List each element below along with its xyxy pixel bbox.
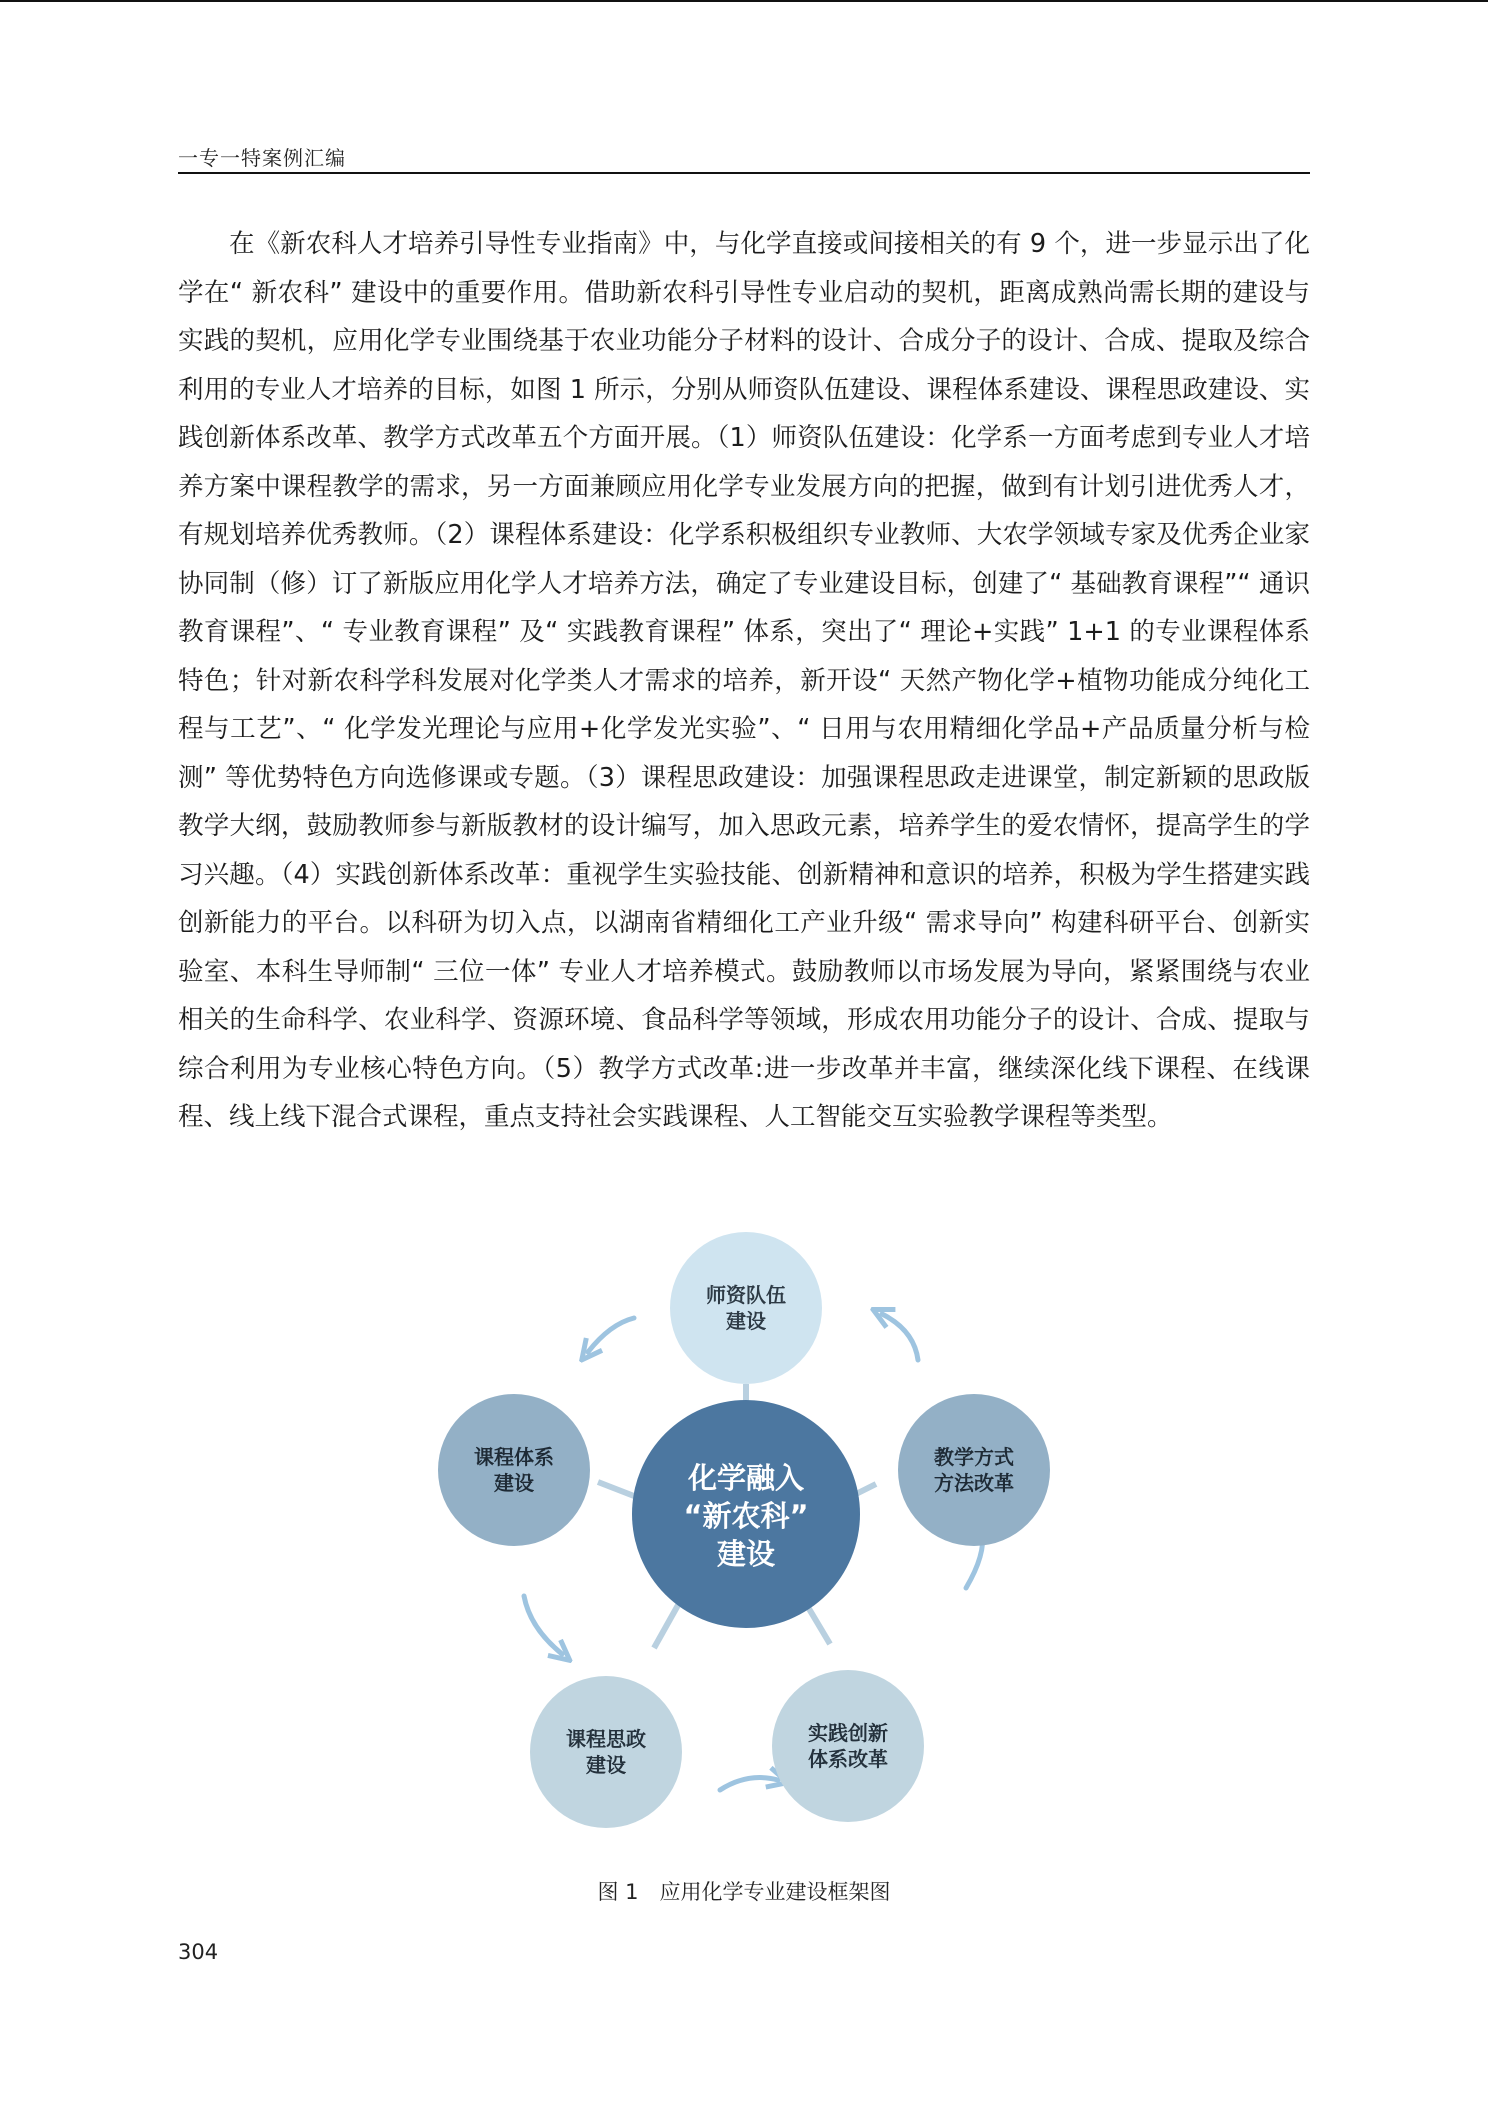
arrow-left <box>524 1596 562 1654</box>
node-teaching-method-reform <box>898 1394 1050 1546</box>
connector-bottom-left <box>654 1598 682 1648</box>
arrow-bottom <box>720 1778 778 1790</box>
node-curriculum-system-line2: 建设 <box>494 1471 534 1495</box>
node-practice-innovation-reform <box>772 1670 924 1822</box>
top-border-rule <box>0 0 1488 2</box>
header-rule <box>178 172 1310 174</box>
framework-diagram <box>430 1232 1070 1832</box>
framework-diagram-svg <box>430 1232 1070 1832</box>
arrow-top-right <box>882 1314 918 1360</box>
node-faculty-team-line2: 建设 <box>726 1309 766 1333</box>
figure-caption: 图 1 应用化学专业建设框架图 <box>597 1880 891 1904</box>
connector-left <box>598 1482 634 1496</box>
node-course-ideology <box>530 1676 682 1828</box>
node-faculty-team-line1: 师资队伍 <box>706 1283 786 1307</box>
arrow-top-left <box>588 1318 634 1352</box>
running-header: 一专一特案例汇编 <box>178 146 346 170</box>
center-node <box>632 1400 860 1628</box>
node-practice-innovation-reform-line1: 实践创新 <box>808 1721 888 1745</box>
page-number: 304 <box>178 1940 219 1964</box>
node-curriculum-system-line1: 课程体系 <box>474 1445 554 1469</box>
node-teaching-method-reform-line1: 教学方式 <box>934 1445 1014 1469</box>
node-curriculum-system <box>438 1394 590 1546</box>
node-faculty-team <box>670 1232 822 1384</box>
node-practice-innovation-reform-line2: 体系改革 <box>808 1747 888 1771</box>
node-course-ideology-line2: 建设 <box>586 1753 626 1777</box>
center-node-line2: “新农科” <box>683 1499 809 1533</box>
body-paragraph: 在《新农科人才培养引导性专业指南》中，与化学直接或间接相关的有 9 个，进一步显示出了化学在“ 新农科” 建设中的重要作用。借助新农科引导性专业启动的契机，距离成熟尚需长期的建设与实践的契机，应用化学专业围绕基于农业功能分子材料的设计、合成分子的设计、合成、提取及综合利用的专业人才培养的目标，如图 1 所示，分别从师资队伍建设、课程体系建设、课程思政建设、实践创新体系改革、教学方式改革五个方面开展。（1）师资队伍建设：化学系一方面考虑到专业人才培养方案中课程教学的需求，另一方面兼顾应用化学专业发展方向的把握，做到有计划引进优秀人才，有规划培养优秀教师。（2）课程体系建设：化学系积极组织专业教师、大农学领域专家及优秀企业家协同制（修）订了新版应用化学人才培养方法，确定了专业建设目标，创建了“ 基础教育课程”“ 通识教育课程”、“ 专业教育课程” 及“ 实践教育课程” 体系，突出了“ 理论+实践” 1+1 的专业课程体系特色；针对新农科学科发展对化学类人才需求的培养，新开设“ 天然产物化学+植物功能成分纯化工程与工艺”、“ 化学发光理论与应用+化学发光实验”、“ 日用与农用精细化学品+产品质量分析与检测” 等优势特色方向选修课或专题。（3）课程思政建设：加强课程思政走进课堂，制定新颖的思政版教学大纲，鼓励教师参与新版教材的设计编写，加入思政元素，培养学生的爱农情怀，提高学生的学习兴趣。（4）实践创新体系改革：重视学生实验技能、创新精神和意识的培养，积极为学生搭建实践创新能力的平台。以科研为切入点，以湖南省精细化工产业升级“ 需求导向” 构建科研平台、创新实验室、本科生导师制“ 三位一体” 专业人才培养模式。鼓励教师以市场发展为导向，紧紧围绕与农业相关的生命科学、农业科学、资源环境、食品科学等领域，形成农用功能分子的设计、合成、提取与综合利用为专业核心特色方向。（5）教学方式改革:进一步改革并丰富，继续深化线下课程、在线课程、线上线下混合式课程，重点支持社会实践课程、人工智能交互实验教学课程等类型。 <box>178 229 1310 1132</box>
center-node-line1: 化学融入 <box>687 1461 805 1495</box>
node-teaching-method-reform-line2: 方法改革 <box>934 1471 1014 1495</box>
center-node-line3: 建设 <box>716 1537 776 1571</box>
node-course-ideology-line1: 课程思政 <box>566 1727 646 1751</box>
